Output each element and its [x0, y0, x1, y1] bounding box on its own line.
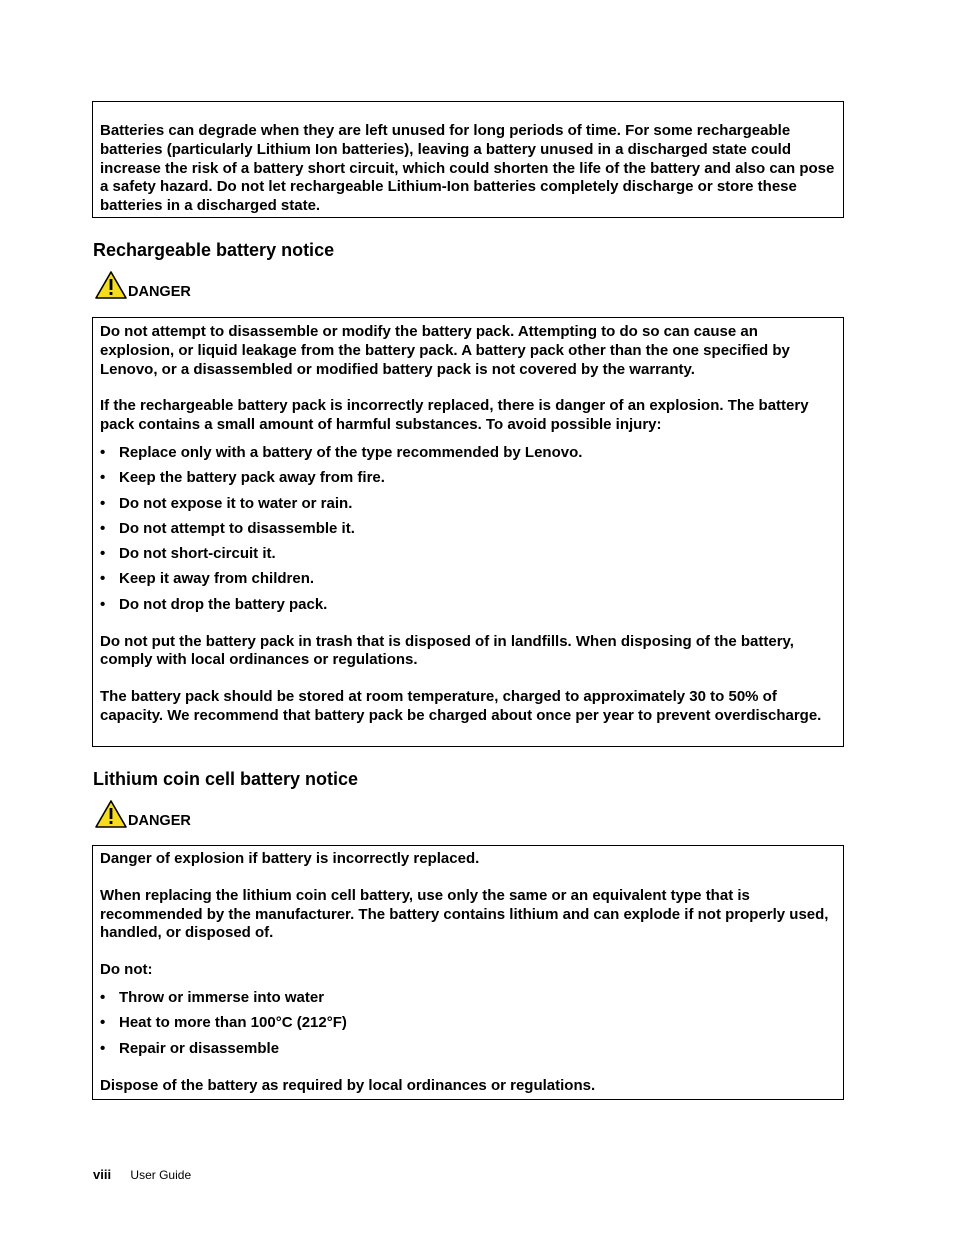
coin-cell-dont-list [100, 989, 836, 1058]
list-item: • Keep it away from children. [100, 570, 836, 589]
coin-cell-notice-heading: Lithium coin cell battery notice [93, 769, 359, 789]
intro-notice-text: Batteries can degrade when they are left unused for long periods of time. For some rechargeable batteries (particularly Lithium Ion batteries), leaving a battery unused in a discharged state could increase the risk of a battery short circuit, which could shorten the life of the battery and also can pose a safety hazard. Do not let rechargeable Lithium-Ion batteries completely discharge or store these batteries in a discharged state. [100, 122, 835, 215]
rechargeable-para-3: Do not put the battery pack in trash that is disposed of in landfills. When disposing of the battery, comply with local ordinances or regulations. [100, 632, 794, 669]
rechargeable-danger-box [92, 317, 844, 747]
list-item: • Do not attempt to disassemble it. [100, 520, 836, 539]
coin-cell-para-1: Danger of explosion if battery is incorrectly replaced. [100, 850, 480, 867]
rechargeable-para-1: Do not attempt to disassemble or modify the battery pack. Attempting to do so can cause an explosion, or liquid leakage from the battery pack. A battery pack other than the one specified by Lenovo, or a disassembled or modified battery pack is not covered by the warranty. [100, 323, 790, 378]
list-item: • Do not expose it to water or rain. [100, 495, 836, 514]
list-item: • Do not short-circuit it. [100, 545, 836, 564]
rechargeable-para-2: If the rechargeable battery pack is incorrectly replaced, there is danger of an explosion. The battery pack contains a small amount of harmful substances. To avoid possible injury: [100, 397, 809, 434]
list-item: • Do not drop the battery pack. [100, 596, 836, 615]
list-item: • Repair or disassemble [100, 1040, 836, 1059]
list-item: • Throw or immerse into water [100, 989, 836, 1008]
list-item: • Heat to more than 100°C (212°F) [100, 1014, 836, 1033]
coin-cell-para-4: Dispose of the battery as required by local ordinances or regulations. [100, 1077, 596, 1095]
page-footer [93, 1167, 191, 1182]
warning-triangle-icon [94, 799, 128, 829]
list-item: • Keep the battery pack away from fire. [100, 469, 836, 488]
rechargeable-notice-heading: Rechargeable battery notice [93, 240, 335, 260]
danger-text: DANGER [128, 284, 191, 300]
rechargeable-para-4: The battery pack should be stored at room temperature, charged to approximately 30 to 50% of capacity. We recommend that battery pack be charged about once per year to prevent overdischarge. [100, 688, 822, 724]
list-item: • Replace only with a battery of the type recommended by Lenovo. [100, 444, 836, 463]
coin-cell-para-2: When replacing the lithium coin cell battery, use only the same or an equivalent type that is recommended by the manufacturer. The battery contains lithium and can explode if not properly used, handled, or disposed of. [100, 886, 829, 942]
rechargeable-precautions-list [100, 444, 836, 615]
coin-cell-para-3: Do not: [100, 961, 153, 979]
coin-cell-danger-box [92, 845, 844, 1100]
intro-notice-box [92, 101, 844, 218]
danger-text: DANGER [128, 813, 191, 829]
document-title: User Guide [130, 1168, 192, 1182]
page-number: viii [93, 1167, 112, 1182]
warning-triangle-icon [94, 270, 128, 300]
